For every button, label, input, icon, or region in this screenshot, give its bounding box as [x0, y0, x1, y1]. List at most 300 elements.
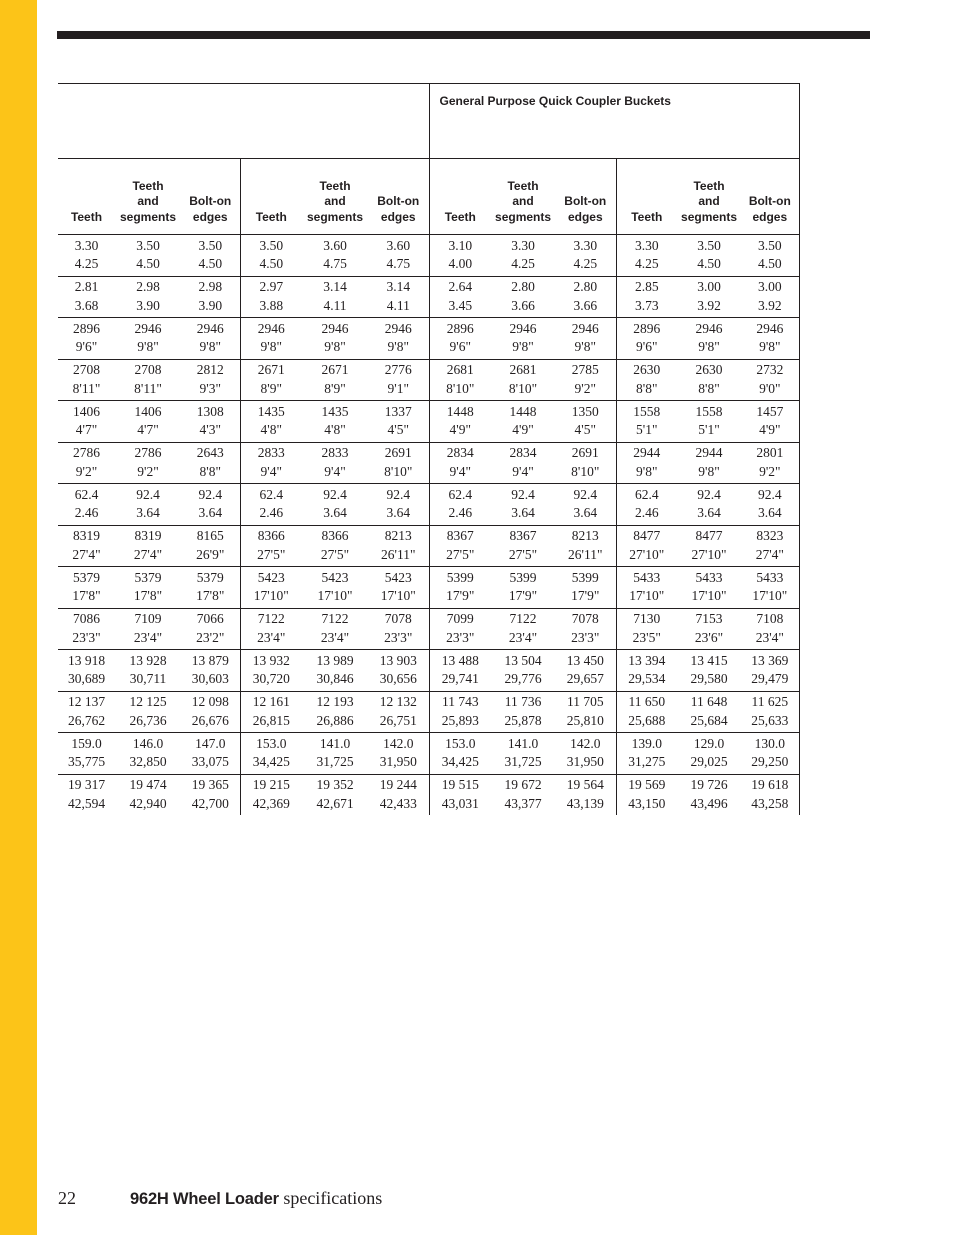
table-cell: [677, 650, 741, 692]
imperial-value: 4'5": [387, 422, 409, 438]
table-cell: [240, 608, 302, 650]
metric-value: 12 125: [129, 694, 167, 710]
imperial-value: 2.46: [259, 505, 284, 521]
imperial-value: 43,258: [751, 795, 789, 811]
metric-value: 2785: [571, 362, 599, 378]
metric-value: 11 650: [628, 694, 666, 710]
column-header: [302, 159, 368, 235]
column-header-line: edges: [192, 209, 228, 224]
column-header: [240, 159, 302, 235]
metric-value: 2834: [509, 445, 537, 461]
table-cell: [181, 318, 240, 360]
imperial-value: 17'9": [508, 588, 538, 604]
table-cell: [616, 401, 677, 443]
metric-value: 2.98: [198, 279, 223, 295]
imperial-value: 2.46: [74, 505, 99, 521]
table-cell: [240, 650, 302, 692]
column-header-line: Bolt-on: [377, 194, 420, 208]
table-cell: [58, 318, 115, 360]
metric-value: 5379: [134, 569, 162, 585]
imperial-value: 3.64: [511, 505, 535, 521]
metric-value: 7122: [321, 611, 349, 627]
metric-value: 2946: [384, 320, 412, 336]
metric-value: 7066: [196, 611, 224, 627]
table-cell: [181, 276, 240, 318]
table-cell: [491, 235, 555, 277]
imperial-value: 4'7": [137, 422, 159, 438]
metric-value: 153.0: [445, 735, 476, 751]
table-row: [58, 442, 799, 484]
table-cell: [616, 525, 677, 567]
imperial-value: 9'2": [137, 463, 159, 479]
imperial-value: 17'10": [629, 588, 665, 604]
metric-value: 2834: [446, 445, 474, 461]
column-header-line: and: [698, 194, 720, 208]
imperial-value: 25,633: [751, 712, 789, 728]
metric-value: 13 394: [628, 652, 666, 668]
metric-value: 1350: [571, 403, 599, 419]
imperial-value: 9'4": [449, 463, 471, 479]
table-cell: [429, 276, 491, 318]
column-header-row: [58, 159, 799, 235]
table-cell: [240, 401, 302, 443]
table-cell: [302, 691, 368, 733]
imperial-value: 3.64: [697, 505, 721, 521]
imperial-value: 33,075: [191, 754, 229, 770]
imperial-value: 4'7": [75, 422, 98, 438]
metric-value: 2946: [756, 320, 784, 336]
table-cell: [58, 525, 115, 567]
table-cell: [368, 235, 429, 277]
metric-value: 7130: [633, 611, 661, 627]
metric-value: 8367: [446, 528, 474, 544]
table-cell: [616, 276, 677, 318]
table-cell: [677, 733, 741, 775]
table-cell: [302, 650, 368, 692]
metric-value: 92.4: [198, 486, 223, 502]
imperial-value: 25,878: [504, 712, 542, 728]
metric-value: 153.0: [256, 735, 287, 751]
imperial-value: 9'8": [759, 339, 781, 355]
imperial-value: 17'8": [72, 588, 101, 604]
table-cell: [58, 774, 115, 815]
imperial-value: 17'10": [752, 588, 788, 604]
metric-value: 2896: [633, 320, 661, 336]
metric-value: 130.0: [754, 735, 785, 751]
metric-value: 7122: [509, 611, 537, 627]
metric-value: 3.50: [259, 237, 284, 253]
table-cell: [368, 359, 429, 401]
imperial-value: 3.88: [259, 297, 284, 313]
metric-value: 19 317: [67, 777, 106, 793]
table-cell: [302, 774, 368, 815]
table-cell: [240, 733, 302, 775]
metric-value: 2896: [73, 320, 100, 336]
metric-value: 5423: [321, 569, 349, 585]
imperial-value: 4'9": [512, 422, 534, 438]
imperial-value: 3.64: [758, 505, 782, 521]
imperial-value: 31,950: [566, 754, 604, 770]
table-cell: [115, 691, 181, 733]
imperial-value: 26,815: [252, 712, 290, 728]
imperial-value: 26,751: [379, 712, 417, 728]
imperial-value: 30,603: [191, 671, 229, 687]
table-cell: [741, 567, 799, 609]
metric-value: 2946: [257, 320, 285, 336]
table-cell: [302, 733, 368, 775]
table-cell: [181, 650, 240, 692]
table-cell: [115, 318, 181, 360]
table-cell: [240, 484, 302, 526]
imperial-value: 3.64: [136, 505, 160, 521]
imperial-value: 27'5": [257, 546, 286, 562]
table-cell: [491, 401, 555, 443]
table-cell: [429, 774, 491, 815]
spec-table: [58, 83, 800, 815]
column-header-line: segments: [119, 209, 177, 224]
imperial-value: 42,369: [252, 795, 290, 811]
imperial-value: 17'9": [571, 588, 600, 604]
imperial-value: 23'5": [632, 629, 661, 645]
imperial-value: 3.92: [697, 297, 721, 313]
column-header-line: Teeth: [444, 209, 476, 224]
imperial-value: 3.66: [511, 297, 535, 313]
imperial-value: 3.64: [323, 505, 347, 521]
imperial-value: 17'8": [196, 588, 225, 604]
table-cell: [555, 442, 616, 484]
table-cell: [302, 567, 368, 609]
metric-value: 12 193: [316, 694, 354, 710]
table-cell: [616, 608, 677, 650]
column-header-line: Teeth: [319, 178, 351, 193]
table-row: [58, 733, 799, 775]
metric-value: 7108: [756, 611, 784, 627]
imperial-value: 27'4": [755, 546, 784, 562]
imperial-value: 17'10": [317, 588, 353, 604]
imperial-value: 23'3": [72, 629, 101, 645]
table-cell: [115, 774, 181, 815]
metric-value: 2833: [321, 445, 349, 461]
table-cell: [302, 276, 368, 318]
metric-value: 2691: [384, 445, 412, 461]
metric-value: 2801: [756, 445, 784, 461]
table-cell: [491, 359, 555, 401]
table-cell: [555, 235, 616, 277]
table-cell: [240, 235, 302, 277]
imperial-value: 3.73: [634, 297, 659, 313]
table-cell: [240, 691, 302, 733]
column-header-line: edges: [567, 209, 603, 224]
imperial-value: 23'3": [446, 629, 475, 645]
imperial-value: 43,150: [628, 795, 666, 811]
imperial-value: 9'8": [199, 339, 221, 355]
table-cell: [429, 691, 491, 733]
imperial-value: 5'1": [636, 422, 658, 438]
imperial-value: 4.11: [386, 297, 410, 313]
imperial-value: 25,684: [690, 712, 728, 728]
table-cell: [368, 442, 429, 484]
imperial-value: 29,250: [751, 754, 789, 770]
table-cell: [491, 774, 555, 815]
imperial-value: 23'6": [694, 629, 724, 645]
metric-value: 12 132: [379, 694, 417, 710]
metric-value: 1448: [446, 403, 474, 419]
table-cell: [58, 442, 115, 484]
imperial-value: 8'10": [446, 380, 475, 396]
imperial-value: 42,433: [379, 795, 417, 811]
table-cell: [677, 774, 741, 815]
imperial-value: 9'6": [449, 339, 471, 355]
table-cell: [491, 318, 555, 360]
imperial-value: 23'2": [196, 629, 225, 645]
metric-value: 7109: [134, 611, 162, 627]
imperial-value: 29,580: [690, 671, 728, 687]
imperial-value: 23'4": [257, 629, 286, 645]
table-cell: [677, 691, 741, 733]
metric-value: 13 918: [67, 652, 106, 668]
metric-value: 129.0: [693, 735, 725, 751]
metric-value: 1435: [257, 403, 285, 419]
metric-value: 2.64: [448, 279, 473, 295]
table-cell: [368, 484, 429, 526]
metric-value: 142.0: [383, 735, 414, 751]
table-cell: [368, 525, 429, 567]
table-cell: [240, 276, 302, 318]
table-cell: [181, 401, 240, 443]
imperial-value: 31,950: [379, 754, 417, 770]
imperial-value: 8'10": [571, 463, 600, 479]
metric-value: 7086: [73, 611, 100, 627]
metric-value: 2833: [257, 445, 285, 461]
table-cell: [302, 401, 368, 443]
imperial-value: 42,700: [191, 795, 229, 811]
table-cell: [368, 567, 429, 609]
metric-value: 62.4: [448, 486, 473, 502]
table-cell: [181, 359, 240, 401]
table-cell: [741, 525, 799, 567]
imperial-value: 9'2": [75, 463, 98, 479]
table-cell: [58, 691, 115, 733]
metric-value: 2681: [446, 362, 474, 378]
table-cell: [181, 525, 240, 567]
imperial-value: 4.11: [323, 297, 347, 313]
imperial-value: 5'1": [698, 422, 720, 438]
table-cell: [616, 359, 677, 401]
metric-value: 2944: [695, 445, 723, 461]
metric-value: 3.14: [323, 279, 347, 295]
metric-value: 1448: [509, 403, 537, 419]
metric-value: 19 365: [191, 777, 229, 793]
table-cell: [181, 733, 240, 775]
imperial-value: 8'10": [508, 380, 538, 396]
table-cell: [677, 359, 741, 401]
imperial-value: 4.25: [511, 256, 535, 272]
metric-value: 146.0: [132, 735, 164, 751]
table-row: [58, 525, 799, 567]
table-cell: [491, 608, 555, 650]
metric-value: 142.0: [570, 735, 601, 751]
table-cell: [115, 608, 181, 650]
column-header: [429, 159, 491, 235]
imperial-value: 25,688: [628, 712, 666, 728]
metric-value: 13 450: [566, 652, 604, 668]
metric-value: 92.4: [323, 486, 347, 502]
imperial-value: 9'2": [759, 463, 781, 479]
table-cell: [58, 567, 115, 609]
imperial-value: 32,850: [129, 754, 167, 770]
imperial-value: 9'8": [387, 339, 409, 355]
table-row: [58, 484, 799, 526]
table-cell: [491, 691, 555, 733]
table-cell: [491, 733, 555, 775]
table-cell: [741, 484, 799, 526]
imperial-value: 8'8": [698, 380, 720, 396]
metric-value: 5379: [196, 569, 224, 585]
metric-value: 8366: [321, 528, 349, 544]
metric-value: 3.10: [448, 237, 473, 253]
table-cell: [181, 235, 240, 277]
imperial-value: 30,689: [67, 671, 106, 687]
imperial-value: 27'5": [320, 546, 350, 562]
imperial-value: 9'8": [698, 339, 720, 355]
column-header: [616, 159, 677, 235]
imperial-value: 29,025: [690, 754, 728, 770]
imperial-value: 23'4": [133, 629, 163, 645]
imperial-value: 8'11": [72, 380, 101, 396]
table-cell: [677, 276, 741, 318]
table-cell: [555, 276, 616, 318]
table-cell: [58, 401, 115, 443]
imperial-value: 3.92: [758, 297, 782, 313]
imperial-value: 4'5": [574, 422, 596, 438]
imperial-value: 34,425: [441, 754, 479, 770]
imperial-value: 4'9": [449, 422, 471, 438]
table-cell: [302, 359, 368, 401]
imperial-value: 4.00: [448, 256, 473, 272]
imperial-value: 17'8": [133, 588, 163, 604]
metric-value: 8165: [196, 528, 224, 544]
table-cell: [616, 774, 677, 815]
imperial-value: 4.50: [259, 256, 284, 272]
table-cell: [616, 691, 677, 733]
metric-value: 13 932: [252, 652, 290, 668]
imperial-value: 4.50: [136, 256, 160, 272]
column-header: [368, 159, 429, 235]
metric-value: 12 161: [252, 694, 290, 710]
metric-value: 19 515: [441, 777, 479, 793]
imperial-value: 3.90: [136, 297, 160, 313]
metric-value: 92.4: [697, 486, 721, 502]
table-cell: [616, 733, 677, 775]
imperial-value: 3.64: [198, 505, 223, 521]
table-cell: [429, 235, 491, 277]
metric-value: 3.30: [573, 237, 598, 253]
metric-value: 139.0: [631, 735, 662, 751]
table-cell: [240, 442, 302, 484]
column-header-line: Teeth: [631, 209, 663, 224]
imperial-value: 4'8": [260, 422, 282, 438]
table-cell: [741, 318, 799, 360]
metric-value: 8477: [695, 528, 723, 544]
imperial-value: 30,720: [252, 671, 290, 687]
table-cell: [302, 235, 368, 277]
metric-value: 2671: [257, 362, 285, 378]
imperial-value: 4.50: [198, 256, 223, 272]
footer-model-title: 962H Wheel Loader: [130, 1190, 279, 1208]
metric-value: 3.50: [758, 237, 782, 253]
metric-value: 1457: [756, 403, 784, 419]
imperial-value: 9'3": [199, 380, 221, 396]
metric-value: 11 648: [690, 694, 728, 710]
imperial-value: 23'4": [508, 629, 538, 645]
imperial-value: 30,711: [129, 671, 167, 687]
imperial-value: 31,725: [504, 754, 542, 770]
imperial-value: 9'6": [636, 339, 658, 355]
metric-value: 62.4: [634, 486, 659, 502]
metric-value: 13 928: [129, 652, 167, 668]
table-cell: [491, 442, 555, 484]
imperial-value: 9'2": [574, 380, 596, 396]
metric-value: 5379: [73, 569, 100, 585]
group-title-blank: [58, 84, 429, 159]
metric-value: 62.4: [74, 486, 99, 502]
imperial-value: 27'4": [72, 546, 101, 562]
table-cell: [616, 484, 677, 526]
metric-value: 1308: [196, 403, 224, 419]
imperial-value: 8'8": [636, 380, 658, 396]
table-cell: [741, 650, 799, 692]
table-cell: [741, 608, 799, 650]
metric-value: 5433: [695, 569, 723, 585]
metric-value: 5399: [446, 569, 474, 585]
metric-value: 8477: [633, 528, 661, 544]
metric-value: 19 726: [690, 777, 728, 793]
imperial-value: 43,377: [504, 795, 542, 811]
metric-value: 2708: [134, 362, 162, 378]
table-cell: [741, 691, 799, 733]
table-cell: [115, 650, 181, 692]
imperial-value: 42,671: [316, 795, 354, 811]
table-cell: [555, 650, 616, 692]
table-cell: [555, 774, 616, 815]
metric-value: 5423: [257, 569, 285, 585]
metric-value: 12 098: [191, 694, 229, 710]
imperial-value: 42,940: [129, 795, 167, 811]
imperial-value: 26,736: [129, 712, 167, 728]
metric-value: 13 879: [191, 652, 229, 668]
metric-value: 8213: [571, 528, 599, 544]
metric-value: 92.4: [386, 486, 411, 502]
table-cell: [429, 567, 491, 609]
table-cell: [368, 401, 429, 443]
imperial-value: 34,425: [252, 754, 290, 770]
column-header-line: Bolt-on: [189, 194, 232, 208]
table-cell: [555, 691, 616, 733]
metric-value: 147.0: [195, 735, 226, 751]
table-cell: [115, 276, 181, 318]
metric-value: 7099: [446, 611, 474, 627]
imperial-value: 31,275: [628, 754, 666, 770]
metric-value: 5399: [571, 569, 599, 585]
metric-value: 2946: [321, 320, 349, 336]
table-row: [58, 276, 799, 318]
table-cell: [429, 401, 491, 443]
imperial-value: 25,893: [441, 712, 479, 728]
metric-value: 3.60: [323, 237, 347, 253]
imperial-value: 4.75: [323, 256, 347, 272]
imperial-value: 26'11": [568, 546, 603, 562]
metric-value: 5433: [633, 569, 661, 585]
